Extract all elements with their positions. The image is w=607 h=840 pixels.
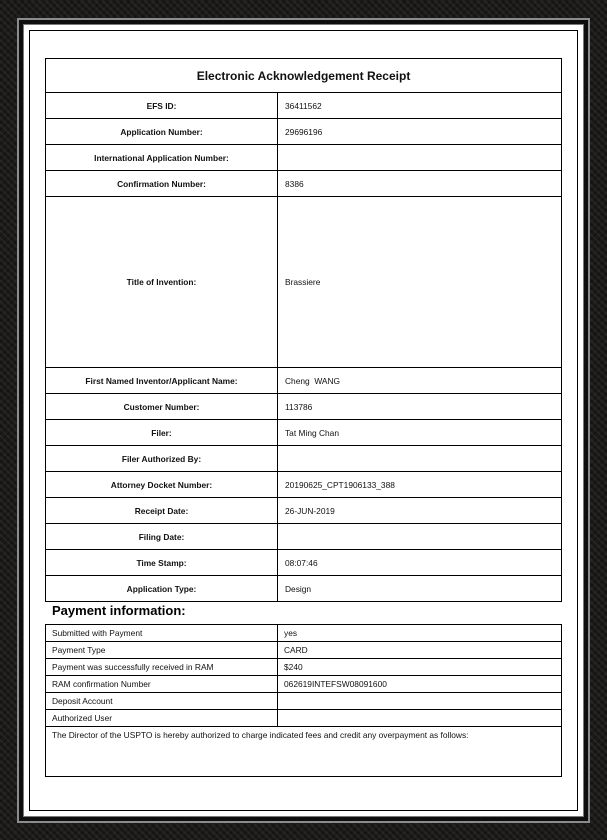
customer-number-label: Customer Number: (46, 394, 278, 420)
deposit-account-value (278, 693, 562, 710)
title-of-invention-label: Title of Invention: (46, 197, 278, 368)
first-named-inventor-value: Cheng WANG (278, 368, 562, 394)
receipt-row-filing-date (46, 524, 562, 550)
receipt-row-receipt-date (46, 498, 562, 524)
efs-id-value: 36411562 (278, 93, 562, 119)
receipt-row-first-named-inventor (46, 368, 562, 394)
international-application-number-value (278, 145, 562, 171)
receipt-title: Electronic Acknowledgement Receipt (46, 59, 562, 93)
payment-row-received-in-ram (46, 659, 562, 676)
receipt-table (45, 58, 562, 602)
receipt-row-customer-number (46, 394, 562, 420)
application-number-value: 29696196 (278, 119, 562, 145)
international-application-number-label: International Application Number: (46, 145, 278, 171)
filing-date-value (278, 524, 562, 550)
receipt-row-international-application-number (46, 145, 562, 171)
payment-row-deposit-account (46, 693, 562, 710)
attorney-docket-number-value: 20190625_CPT1906133_388 (278, 472, 562, 498)
payment-received-value: $240 (278, 659, 562, 676)
payment-authorization-note-row (46, 727, 562, 777)
filer-label: Filer: (46, 420, 278, 446)
application-type-value: Design (278, 576, 562, 602)
filer-authorized-by-label: Filer Authorized By: (46, 446, 278, 472)
receipt-row-confirmation-number (46, 171, 562, 197)
first-named-inventor-label: First Named Inventor/Applicant Name: (46, 368, 278, 394)
ram-confirmation-number-value: 062619INTEFSW08091600 (278, 676, 562, 693)
application-type-label: Application Type: (46, 576, 278, 602)
receipt-title-row (46, 59, 562, 93)
time-stamp-label: Time Stamp: (46, 550, 278, 576)
filing-date-label: Filing Date: (46, 524, 278, 550)
receipt-row-attorney-docket-number (46, 472, 562, 498)
attorney-docket-number-label: Attorney Docket Number: (46, 472, 278, 498)
payment-authorization-note: The Director of the USPTO is hereby authorized to charge indicated fees and credit any overpayment as follows: (46, 727, 562, 777)
filer-authorized-by-value (278, 446, 562, 472)
receipt-row-time-stamp (46, 550, 562, 576)
authorized-user-label: Authorized User (46, 710, 278, 727)
payment-row-submitted-with-payment (46, 625, 562, 642)
submitted-with-payment-label: Submitted with Payment (46, 625, 278, 642)
payment-row-payment-type (46, 642, 562, 659)
title-of-invention-value: Brassiere (278, 197, 562, 368)
payment-row-ram-confirmation-number (46, 676, 562, 693)
receipt-date-value: 26-JUN-2019 (278, 498, 562, 524)
receipt-date-label: Receipt Date: (46, 498, 278, 524)
application-number-label: Application Number: (46, 119, 278, 145)
time-stamp-value: 08:07:46 (278, 550, 562, 576)
receipt-row-efs-id (46, 93, 562, 119)
receipt-row-title-of-invention (46, 197, 562, 368)
authorized-user-value (278, 710, 562, 727)
payment-type-value: CARD (278, 642, 562, 659)
deposit-account-label: Deposit Account (46, 693, 278, 710)
ram-confirmation-number-label: RAM confirmation Number (46, 676, 278, 693)
customer-number-value: 113786 (278, 394, 562, 420)
receipt-row-application-type (46, 576, 562, 602)
receipt-row-filer-authorized-by (46, 446, 562, 472)
filer-value: Tat Ming Chan (278, 420, 562, 446)
payment-row-authorized-user (46, 710, 562, 727)
receipt-row-application-number (46, 119, 562, 145)
confirmation-number-value: 8386 (278, 171, 562, 197)
efs-id-label: EFS ID: (46, 93, 278, 119)
payment-type-label: Payment Type (46, 642, 278, 659)
submitted-with-payment-value: yes (278, 625, 562, 642)
confirmation-number-label: Confirmation Number: (46, 171, 278, 197)
receipt-row-filer (46, 420, 562, 446)
payment-table (45, 624, 562, 777)
payment-information-heading: Payment information: (52, 603, 186, 618)
payment-received-label: Payment was successfully received in RAM (46, 659, 278, 676)
